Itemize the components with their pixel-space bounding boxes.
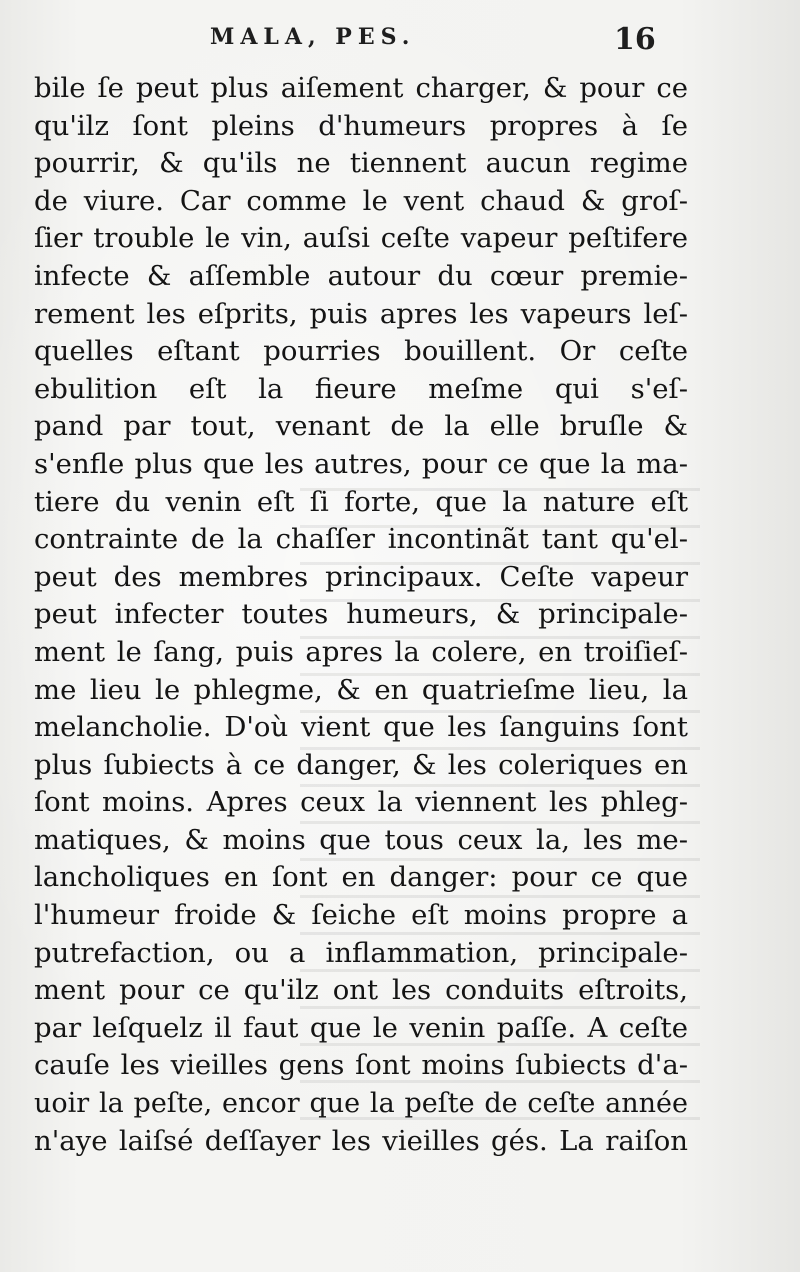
text-line: de viure. Car comme le vent chaud & groſ- (34, 184, 688, 217)
text-line: lancholiques en ſont en danger: pour ce que (34, 861, 688, 894)
text-line: rement les eſprits, puis apres les vapeurs leſ- (34, 297, 688, 330)
text-line: pourrir, & qu'ils ne tiennent aucun regime (34, 147, 688, 180)
text-line: plus ſubiects à ce danger, & les coleriques en (34, 748, 688, 781)
text-line: bile ſe peut plus aiſement charger, & pour ce (34, 72, 688, 104)
text-line: n'aye laiſsé deſſayer les vieilles gés. La raiſon (34, 1124, 688, 1157)
text-line: ſont moins. Apres ceux la viennent les phleg- (34, 786, 688, 819)
text-line: tiere du venin eſt ſi forte, que la nature eſt (34, 485, 688, 518)
text-line: peut infecter toutes humeurs, & principale- (34, 598, 688, 631)
text-line: putrefaction, ou a inflammation, principale- (34, 936, 688, 969)
text-line: contrainte de la chaſſer incontinãt tant qu'el- (34, 523, 688, 556)
body-text (34, 70, 688, 1160)
text-line: matiques, & moins que tous ceux la, les me- (34, 823, 688, 856)
text-line: l'humeur froide & ſeiche eſt moins propre a (34, 899, 688, 932)
text-line: cauſe les vieilles gens ſont moins ſubiects d'a- (34, 1049, 688, 1082)
text-line: uoir la peſte, encor que la peſte de ceſte année (34, 1088, 688, 1120)
text-line: qu'ilz ſont pleins d'humeurs propres à ſe (34, 109, 688, 142)
text-line: s'enfle plus que les autres, pour ce que la ma- (34, 447, 688, 480)
text-line: ſier trouble le vin, auſsi ceſte vapeur peſtifere (34, 222, 688, 255)
text-line: peut des membres principaux. Ceſte vapeur (34, 560, 688, 593)
text-line: ment le ſang, puis apres la colere, en troiſieſ- (34, 635, 688, 668)
text-line: quelles eſtant pourries bouillent. Or ceſte (34, 335, 688, 368)
text-line: ment pour ce qu'ilz ont les conduits eſtroits, (34, 974, 688, 1007)
text-line: par leſquelz il faut que le venin paſſe. A ceſte (34, 1011, 688, 1044)
running-head: MALA, PES. (210, 24, 416, 50)
text-line: pand par tout, venant de la elle bruſle & (34, 410, 688, 443)
page-number: 16 (614, 22, 656, 57)
text-line: me lieu le phlegme, & en quatrieſme lieu, la (34, 673, 688, 706)
text-line: infecte & aſſemble autour du cœur premie- (34, 259, 688, 292)
text-line: melancholie. D'où vient que les ſanguins ſont (34, 711, 688, 744)
text-line: ebulition eſt la fieure meſme qui s'eſ- (34, 372, 688, 405)
